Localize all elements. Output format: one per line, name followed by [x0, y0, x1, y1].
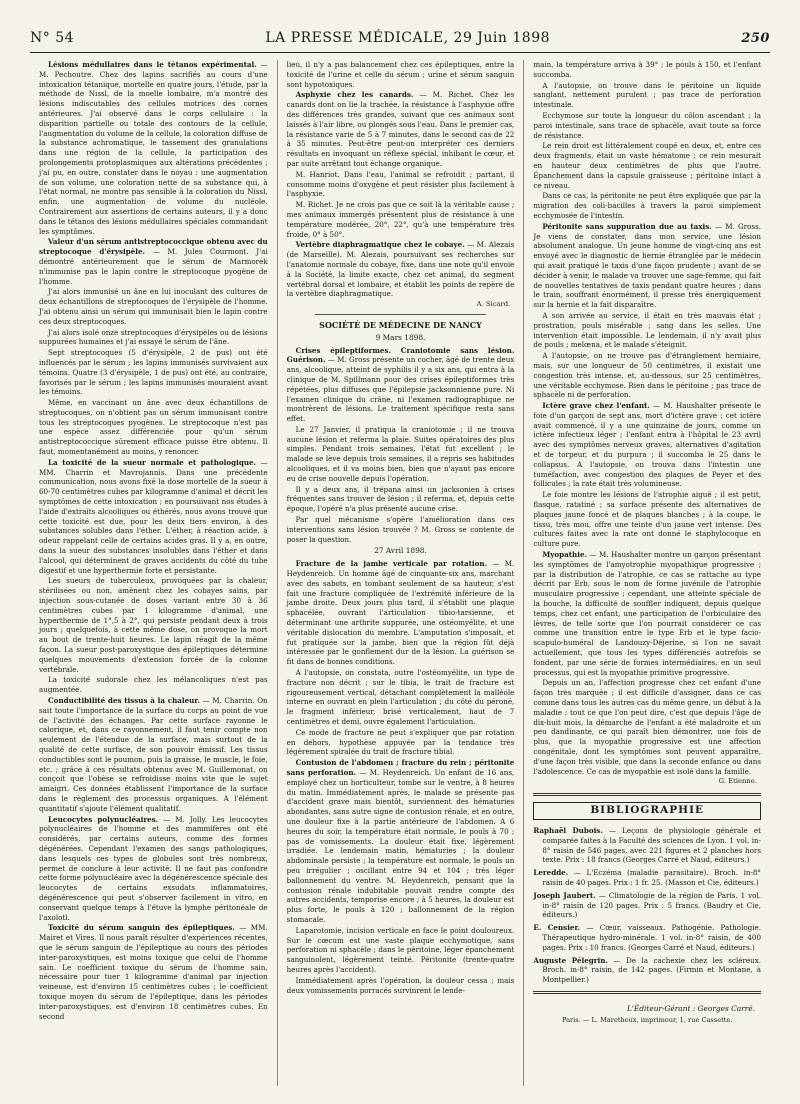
- paragraph: [287, 976, 515, 996]
- paragraph-heading: Vertèbre diaphragmatique chez le cobaye.: [295, 240, 465, 250]
- paragraph: [287, 170, 515, 199]
- paragraph-text: Il y a deux ans, il trépana ainsi un jacksonien à crises fréquentes sans trouver de lésion ; il referma, et, depuis cette époque, l'opéré n'a plus présenté aucune crise.: [286, 484, 515, 514]
- paragraph: [533, 222, 761, 310]
- paragraph: [287, 60, 515, 89]
- page-header: [30, 30, 770, 53]
- paragraph: [533, 191, 761, 220]
- paragraph-text: La toxicité sudorale chez les mélancoliques n'est pas augmentée.: [39, 675, 268, 695]
- paragraph-text: Le foie montre les lésions de l'atrophie aiguë ; il est petit, flasque, ratatiné ; sa surface présente des alternatives de plaques jaune foncé et de plaques blanches ; à la coupe, le tissu, très mou, offre une teinte d'un jaune vert intense. Des cultures faites avec la rate ont donné le staphylocoque en culture pure.: [533, 490, 761, 549]
- bibliography-entry: [533, 956, 761, 985]
- paragraph-text: A l'autopsie, on ne trouve pas d'étranglement herniaire, mais, sur une longueur de 50 centimètres, il existait une congestion très intense, et, au-dessous, sur 25 centimètres, une véritable ecchymose. Rien dans le péritoine ; pas trace de sphacèle ni de perforation.: [533, 351, 761, 400]
- paragraph: [287, 559, 515, 667]
- paragraph: [39, 923, 268, 1021]
- bibliography-author: Raphaël Dubois.: [533, 825, 603, 835]
- paragraph-text: Ecchymose sur toute la longueur du côlon ascendant ; la paroi intestinale, sans trace de sphacèle, avait toute sa force de résistance.: [533, 110, 761, 140]
- paragraph: [39, 287, 268, 326]
- signature-sicard: A. Sicard.: [476, 300, 511, 309]
- bibliography-text: — De la cachexie chez les scléreux. Broch. in-8° raisin, de 142 pages. (Firmin et Montane, à Montpellier.): [542, 955, 762, 985]
- bibliography-text: — Leçons de physiologie générale et comparée faites à la Faculté des sciences de Lyon. 1 vol. in-8° raisin de 546 pages, avec 221 figures et 2 planches hors texte. Prix : 18 francs (Georges Carré et Naud, éditeurs.): [542, 825, 761, 865]
- paragraph-text: Le 27 Janvier, il pratiqua la craniotomie ; il ne trouva aucune lésion et referma la plaie. Suites opératoires des plus simples. Pendant trois semaines, l'état fut excellent ; le malade se lève depuis trois semaines, il a repris ses habitudes alcooliques, et il va moins bien, bien que n'ayant pas encore eu de crise nouvelle depuis l'opération.: [286, 424, 515, 483]
- bibliography-entry: [533, 826, 761, 865]
- paragraph-text: Sept streptocoques (5 d'érysipèle, 2 de pus) ont été influencés par le sérum ; les lapins immunisés survivaient aux témoins. Quatre (3 d'érysipèle, 1 de pus) ont été, au contraire, favorisés par le sérum ; les lapins immunisés mouraient avant les témoins.: [39, 348, 268, 397]
- paragraph-text: J'ai alors isolé onze streptocoques d'érysipèles ou de lésions suppurées humaines et j'ai essayé le sérum de l'âne.: [39, 327, 268, 347]
- paragraph: [533, 401, 761, 489]
- paragraph-text: — MM. Charrin et Mavrojannis. Dans une précédente communication, nous avons fixé la dose mortelle de la sueur à 60-70 centimètres cubes par kilogramme d'animal et décrit les symptômes de cette intoxication ; en poursuivant nos études à l'aide d'extraits alcooliques ou éthérés, nous avons trouvé que cette toxicité est due, pour les deux tiers environ, à des substances solubles dans l'éther. L'éther, à réaction acide, à odeur rappelant celle de certains acides gras. Il y a, en outre, dans la sueur des substances insolubles dans l'éther et dans l'alcool, qui déterminent de graves accidents du côté du tube digestif et une hyperthermie forte et persistante.: [39, 457, 268, 575]
- paragraph-text: J'ai alors immunisé un âne en lui inoculant des cultures de deux échantillons de streptocoques de l'érysipèle de l'homme. J'ai obtenu ainsi un sérum qui immunisait bien le lapin contre ces deux streptocoques.: [39, 287, 268, 326]
- paragraph: [287, 346, 515, 424]
- paragraph: [39, 815, 268, 923]
- editor-gerant: L'Éditeur-Gérant : Georges Carré.: [626, 1003, 755, 1013]
- paragraph: [533, 111, 761, 140]
- paragraph-text: — M. Richet. Chez les canards dont on lie la trachée, la résistance à l'asphyxie offre des différences très grandes, suivant que ces animaux sont laissés à l'air libre, ou plongés sous l'eau. Dans le premier cas, la résistance varie de 5 à 7 minutes, dans le second cas de 22 à 35 minutes. Peut-être peut-on interpréter ces derniers résultats en invoquant un réflexe spécial, inhibant le cœur, et par suite arrêtant tout échange organique.: [286, 90, 515, 168]
- paragraph-heading: Fracture de la jambe verticale par rotation.: [295, 559, 488, 569]
- paragraph: [39, 458, 268, 576]
- paragraph-text: M. Richet. Je ne crois pas que ce soit là la véritable cause ; mes animaux immergés présentent plus de résistance à une température modérée, 20°, 22°, qu'à une température très froide, 0° à 50°.: [286, 200, 515, 239]
- issue-number: N° 54: [30, 30, 75, 46]
- paragraph: [287, 90, 515, 168]
- column-1: [30, 60, 277, 1086]
- double-rule-bottom: [533, 991, 761, 994]
- paragraph: [533, 141, 761, 190]
- paragraph-text: Par quel mécanisme s'opère l'amélioration dans ces interventions sans lésion trouvée ? M. Gross se contente de poser la question.: [286, 515, 515, 544]
- paragraph-text: Ce mode de fracture ne peut s'expliquer que par rotation en dehors, hypothèse appuyée par la tendance très légèrement spiralée du trait de fracture tibial.: [286, 727, 515, 757]
- paragraph: [533, 490, 761, 549]
- bibliography-entry: [533, 923, 761, 952]
- paragraph-text: — M. Heydenreich. Un enfant de 16 ans, employé chez un horticulteur, tombe sur le ventre, à 8 heures du matin. Immédiatement après, le malade se présente pas d'accident grave mais bientôt, surviennent des hématuries abondantes, sans autre signe de contusion rénale, et en outre, une douleur fixe à la partie antérieure de l'abdomen. A 6 heures du soir, la température était normale, le pouls à 70 ; pas de vomissements. La douleur était fixe, légèrement irradiée. Le lendemain matin, hématuries ; la douleur abdominale persiste ; la température est normale, le pouls un peu irrégulier ; oscillant entre 94 et 104 ; très léger ballonnement du ventre. M. Heydenreich, pensant que la contusion rénale indubitable pouvait rendre compte des autres accidents, temporise encore ; à 5 heures, la douleur est plus forte, le pouls à 120 ; ballonnement de la région stomacale.: [286, 767, 515, 924]
- paragraph-text: Depuis un an, l'affection progresse chez cet enfant d'une façon très marquée ; il est difficile d'assigner, dans ce cas comme dans tous les autres cas du même genre, un début à la maladie ; tout ce que l'on peut dire, c'est que depuis l'âge de dix-huit mois, la démarche de l'enfant a été maladroite et un peu dandinante, ce qui paraît bien démontrer, une fois de plus, que la myopathie progressive est une affection congénitale, dont les symptômes sont peuvent apparaître, d'une façon très visible, que dans la seconde enfance ou dans l'adolescence. Ce cas de myopathie est isolé dans la famille.: [533, 678, 761, 776]
- paragraph: [287, 425, 515, 484]
- paragraph-text: Laparotomie, incision verticale en face le point douloureux. Sur le cœcum est une vaste plaque ecchymotique, sans perforation ni sphacèle ; dans le péritoine, léger épanchement sanguinolent, légèrement teinté. Péritonite (trente-quatre heures après l'accident).: [286, 925, 515, 974]
- paragraph-text: lieu, il n'y a pas balancement chez ces épileptiques, entre la toxicité de l'urine et celle du sérum ; urine et sérum sanguin sont hypotoxiques.: [286, 60, 515, 89]
- paragraph-text: main, la température arriva à 39° ; le pouls à 150, et l'enfant succomba.: [533, 60, 761, 79]
- paragraph-text: Immédiatement après l'opération, la douleur cessa ; mais deux vomissements porracés survinrent le lende-: [286, 975, 515, 995]
- paragraph: [287, 728, 515, 757]
- paragraph-heading: Péritonite sans suppuration due au taxis.: [542, 221, 712, 231]
- paragraph-text: — M. Pechoutre. Chez des lapins sacrifiés au cours d'une intoxication tétanique, mortelle en quatre jours, l'étude, par la méthode de Nissl, de la moelle lombaire, m'a montré des lésions indiscutables des cellules motrices des cornes antérieures. J'ai observé dans le corps cellulaire : la disparition partielle ou totale des contours de la cellule, l'augmentation du volume de la cellule, la coloration diffuse de la substance achromatique, le tassement des granulations dans une région de la cellule, la participation des prolongements protoplasmiques aux altérations précédentes ; j'ai pu, en outre, constater dans le noyau : une augmentation de son volume, une coloration nette de sa substance qui, à l'état normal, ne montre pas sensible à la coloration du Nissl, enfin, une augmentation de volume du nucléole. Contrairement aux assertions de certains auteurs, il y a donc dans le tétanos des lésions médullaires spéciales commandant les symptômes.: [39, 60, 268, 236]
- paragraph-text: — M. Haushalter montre un garçon présentant les symptômes de l'amyotrophie myopathique progressive ; par la distribution de l'atrophie, ce cas se rattache au type décrit par Erb, sous le nom de forme juvénile de l'atrophie musculaire progressive ; cependant, une atteinte spéciale de la bouche, la difficulté de souffler indiquent, depuis quelque temps, chez cet enfant, une participation de l'orbiculaire des lèvres, de telle sorte que l'on pourrait considérer ce cas comme une transition entre le type Erb et le type facio-scapulo-huméral de Landouzy-Déjerine, si l'on ne savait actuellement, que tous les types différenciés autrefois se fondent, par une série de formes intermédiaires, en un seul processus, qui est la myopathie primitive progressive.: [533, 550, 761, 677]
- bibliography-author: Joseph Jaubert.: [533, 890, 596, 900]
- paragraph: [533, 678, 761, 776]
- paragraph: [287, 485, 515, 514]
- paragraph-heading: Crises épileptiformes. Craniotomie sans lésion. Guérison.: [286, 345, 515, 365]
- paragraph: [533, 81, 761, 110]
- paragraph: [39, 60, 268, 236]
- journal-title: LA PRESSE MÉDICALE, 29 Juin 1898: [265, 30, 551, 46]
- paragraph-text: — M. Jules Courmont. J'ai démontré antérieurement que le sérum de Marmorek n'immunise pas le lapin contre le streptocoque pyogène de l'homme.: [39, 247, 268, 286]
- paragraph-heading: La toxicité de la sueur normale et pathologique.: [48, 457, 257, 467]
- paragraph: [287, 758, 515, 925]
- paragraph: [287, 668, 515, 727]
- paragraph: [533, 60, 761, 80]
- paragraph-text: A l'autopsie, on trouve dans le péritoine un liquide sanglant, nettement purulent ; pas trace de perforation intestinale.: [533, 80, 761, 110]
- bibliography-author: Leredde.: [533, 868, 569, 878]
- society-date-1: 9 Mars 1898.: [375, 332, 426, 342]
- paragraph-heading: Lésions médullaires dans le tétanos expérimental.: [48, 60, 257, 69]
- paragraph: [287, 926, 515, 975]
- paragraph-heading: Leucocytes polynucléaires.: [48, 814, 159, 824]
- paragraph-text: — M. Gross présente un cocher, âgé de trente deux ans, alcoolique, atteint de syphilis il y a six ans, qui entra à la clinique de M. Spillmann pour des crises épileptiformes très répétées, plus diffuses que l'épilepsie jacksonnienne pure. Ni l'examen clinique du crâne, ni l'examen radiographique ne montrèrent de lésions. Le traitement spécifique resta sans effet.: [286, 355, 515, 424]
- bibliography-entry: [533, 868, 761, 888]
- double-rule: [533, 793, 761, 796]
- paragraph-text: M. Hanriot. Dans l'eau, l'animal se refroidit ; partant, il consomme moins d'oxygène et peut résister plus facilement à l'asphyxie.: [286, 169, 515, 199]
- society-title: SOCIÉTÉ DE MÉDECINE DE NANCY: [319, 319, 482, 330]
- paragraph-text: — M. Jolly. Les leucocytes polynucléaires de l'homme et des mammifères ont été considérés, par certains auteurs, comme des formes dégénérées. Cependant l'examen des sangs pathologiques, dans lesquels ces types de globules sont très nombreux, permet de conclure à leur activité. Il ne faut pas confondre cette forme polynucléaire avec la dégénérescence spéciale des leucocytes de certains exsudats inflammatoires, dégénérescence qui peut s'observer facilement in vitro, en conservant quelque temps à l'étuve la lymphe péritonéale de l'axolotl.: [39, 814, 268, 922]
- column-2: [277, 60, 524, 1086]
- paragraph: [39, 237, 268, 286]
- signature-etienne: G. Etienne.: [718, 777, 757, 786]
- bibliography-entry: [533, 891, 761, 920]
- page-number: 250: [741, 31, 770, 46]
- columns: [30, 60, 770, 1086]
- paragraph-text: — M. Charrin. On sait toute l'importance de la surface du corps au point de vue de l'activité des échanges. Par cette surface rayonne le calorique, et, dans ce rayonnement, il faut tenir compte non seulement de l'étendue de la surface, mais surtout de la qualité de cette surface, de son pouvoir émissif. Les tissus conductibles sont le poumon, puis la graisse, le muscle, le foie, etc. ; grâce à ces résultats obtenus avec M. Guillemonat, on conçoit que l'obèse se refroidisse moins vite que le sujet amaigri. Ces données établissent l'importance de la surface dans le règlement des processus organiques. A l'élément quantitatif s'ajoute l'élément qualitatif.: [39, 696, 268, 813]
- bibliography-author: E. Censier.: [533, 923, 581, 933]
- paragraph: [39, 675, 268, 695]
- paragraph: [39, 576, 268, 674]
- paragraph: [39, 398, 268, 457]
- society-date-2: 27 Avril 1898.: [374, 546, 427, 556]
- paragraph-text: — M. Alezais (de Marseille). M. Alezais, poursuivant ses recherches sur l'anatomie normale du cobaye, fixe, dans une note qu'il envoie à la Société, la limite exacte, chez cet animal, du segment vertébral dorsal et lombaire, et établit les points de repère de la vertèbre diaphragmatique.: [286, 240, 515, 299]
- paragraph-heading: Ictère grave chez l'enfant.: [542, 401, 650, 411]
- column-3: [523, 60, 770, 1086]
- section-rule: [315, 314, 487, 315]
- paragraph-heading: Valeur d'un sérum antistreptococcique obtenu avec du streptocoque d'érysipèle.: [39, 237, 268, 257]
- bibliography-author: Auguste Pélegrin.: [533, 955, 608, 965]
- paragraph: [533, 311, 761, 350]
- paragraph-text: — M. Gross. Je viens de constater, dans mon service, une lésion absolument analogue. Un jeune homme de vingt-cinq ans est envoyé avec le diagnostic de hernie étranglée par le médecin qui avait pratiqué le taxis d'une façon prudente ; avant de se décider à venir, le malade va trouver une sage-femme, qui fait de nouvelles tentatives de taxis pendant quatre heures ; dans le train, souffrant énormément, il presse très énergiquement sur la hernie et la fait disparaître.: [533, 221, 762, 310]
- paragraph-text: Dans ce cas, la péritonite ne peut être expliquée que par la migration des coli-bacilles à travers la paroi simplement ecchymosée de l'intestin.: [533, 191, 761, 220]
- bibliographie-heading: BIBLIOGRAPHIE: [533, 802, 761, 820]
- paragraph: [287, 515, 515, 544]
- bibliography-text: — Cœur, vaisseaux. Pathogénie. Pathologie. Thérapeutique hydro-minérale. 1 vol. in-8° raisin, de 400 pages. Prix : 10 francs. (Georges Carré et Naud, éditeurs.): [542, 923, 762, 952]
- paragraph-text: A l'autopsie, on constata, outre l'ostéomyélite, un type de fracture non décrit ; sur le tibia, le trait de fracture est rigoureusement vertical, détachant complètement la malléole interne en ouvrant en plein l'articulation ; du côté du péroné, le fragment inférieur, brisé verticalement, haut de 7 centimètres et demi, ouvre également l'articulation.: [286, 668, 515, 726]
- paragraph-heading: Contusion de l'abdomen ; fracture du rein ; péritonite sans perforation.: [286, 758, 515, 777]
- paragraph-text: — MM. Mairet et Vires. Il nous paraît résulter d'expériences récentes, que le sérum sanguin de l'épileptique au cours des périodes inter-paroxystiques, est moins toxique que celui de l'homme sain. Le coefficient toxique du sérum de l'homme sain, nécessaire pour tuer 1 kilogramme d'animal par injection veineuse, est d'environ 15 centimètres cubes ; le coefficient toxique moyen du sérum de l'épileptique, dans les périodes inter-paroxystiques, est d'environ 18 centimètres cubes. En second: [39, 923, 268, 1021]
- paragraph: [39, 696, 268, 814]
- paragraph: [287, 200, 515, 239]
- paragraph-text: Même, en vaccinant un âne avec deux échantillons de streptocoques, on n'obtient pas un sérum immunisant contre tous les streptocoques pyogènes. Le streptocoque n'est pas une espèce assez différenciée pour qu'un sérum antistreptococcique sûrement efficace puisse être obtenu. Il faut, momentanément au moins, y renoncer.: [39, 398, 268, 457]
- paragraph: [287, 240, 515, 299]
- paragraph-heading: Myopathie.: [542, 550, 587, 560]
- paragraph-text: Les sueurs de tuberculeux, provoquées par la chaleur, stérilisées ou non, amènent chez les cobayes sains, par injection sous-cutanée de doses variant entre 30 à 36 centimètres cubes par 1 kilogramme d'animal, une hyperthermie de 1°,5 à 2°, qui persiste pendant deux à trois jours ; quelquefois, à cette même dose, on provoque la mort au bout de trente-huit heures. Le lapin réagit de la même façon. La sueur post-paroxystique des épileptiques détermine quelques mouvements d'extension forcée de la colonne vertébrale.: [39, 576, 268, 674]
- paragraph-heading: Asphyxie chez les canards.: [295, 90, 414, 100]
- paragraph-text: — M. Heydenreich. Un homme âgé de cinquante-six ans, marchant avec des sabots, en tombant seulement de sa hauteur, s'est fait une fracture compliquée de l'extrémité inférieure de la jambe droite. Deux jours plus tard, il s'établit une plaque sphacélée, ouvrant l'articulation tibio-tarsienne, et déterminant une arthrite suppurée, une ostéomyélite, et une véritable dislocation du membre. L'amputation s'imposait, et fut pratiquée sur la jambe, bien que la région fût déjà intéressée par le gonflement dur de la lésion. La guérison se fit dans de bonnes conditions.: [286, 559, 515, 667]
- bibliography-text: — Climatologie de la région de Paris. 1 vol. in-8° raisin de 120 pages. Prix : 5 francs. (Baudry et Cie, éditeurs.): [542, 890, 762, 920]
- paragraph: [533, 351, 761, 400]
- paragraph: [39, 348, 268, 397]
- paragraph-heading: Toxicité du sérum sanguin des épileptiques.: [48, 923, 235, 933]
- paragraph: [533, 550, 761, 677]
- bibliography-list: [533, 826, 761, 985]
- bibliography-text: — L'Eczéma (maladie parasitaire). Broch. in-8° raisin de 40 pages. Prix : 1 fr. 25. (Masson et Cie, éditeurs.): [542, 868, 761, 887]
- printer-line: Paris. — L. Maretheux, imprimeur, 1, rue Cassette.: [561, 1015, 733, 1024]
- paragraph: [39, 328, 268, 348]
- paragraph-heading: Conductibilité des tissus à la chaleur.: [48, 696, 200, 705]
- paragraph-text: Le rein droit est littéralement coupé en deux, et, entre ces deux fragments, était un vaste hématome ; ce rein mesurait en hauteur deux centimètres de plus que l'autre. Épanchement dans la capsule graisseuse ; péritoine intact à ce niveau.: [533, 141, 761, 190]
- paragraph-text: — M. Haushalter présente le foie d'un garçon de sept ans, mort d'ictère grave : cet ictère avait commencé, il y a une quinzaine de jours, comme un ictère infectieux léger ; l'enfant entra à l'hôpital le 23 avril avec des symptômes nerveux graves, alternatives d'agitation et de torpeur, et du purpura ; il succomba le 25 dans le collapsus. A l'autopsie, on trouva dans l'intestin une tuméfaction, avec congestion des plaques de Peyer et des follicules ; la rate était très volumineuse.: [533, 401, 761, 489]
- paragraph-text: A son arrivée au service, il était en très mauvais état ; prostration, pouls misérable ; sang dans les selles. Une intervention était impossible. Le lendemain, il n'y avait plus de pouls ; melœna, et le malade s'éteignit.: [533, 310, 761, 350]
